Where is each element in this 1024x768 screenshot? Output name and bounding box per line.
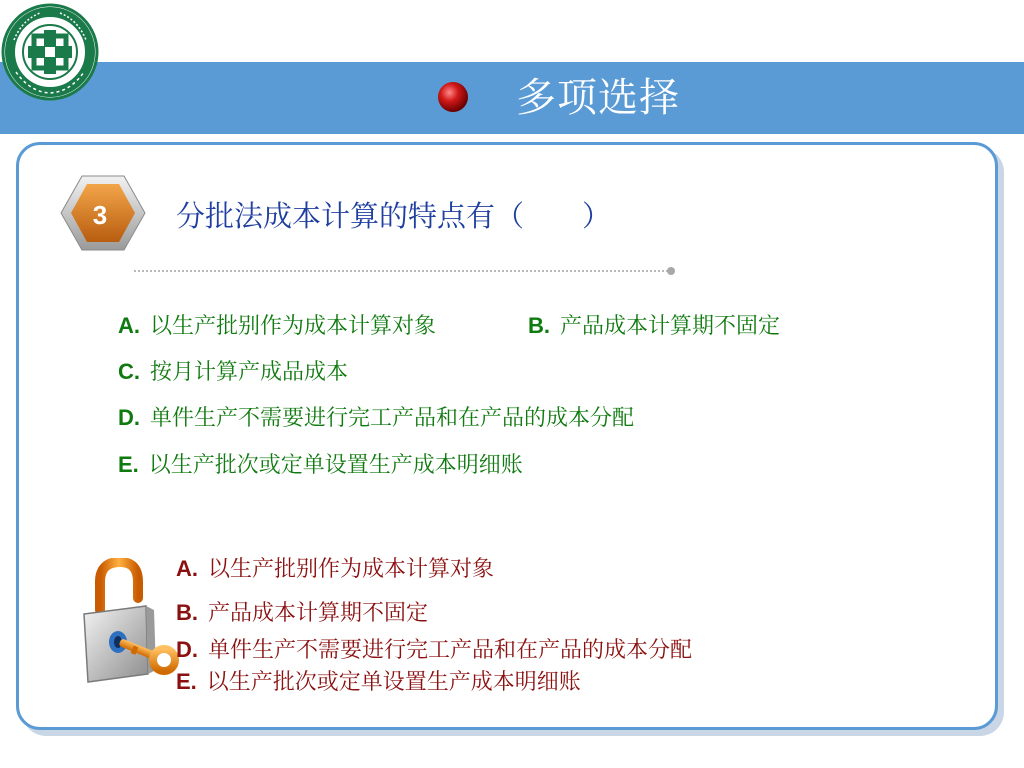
option-e bbox=[118, 450, 523, 481]
option-text: 以生产批别作为成本计算对象 bbox=[150, 314, 437, 339]
page-title: 多项选择 bbox=[516, 75, 680, 121]
answer-letter: B. bbox=[176, 600, 198, 625]
dotted-divider bbox=[132, 266, 677, 276]
question-text: 分批法成本计算的特点有（ ） bbox=[176, 199, 612, 233]
answer-text: 以生产批次或定单设置生产成本明细账 bbox=[206, 670, 581, 695]
answer-letter: A. bbox=[176, 556, 198, 581]
option-text: 单件生产不需要进行完工产品和在产品的成本分配 bbox=[150, 406, 635, 431]
answer-d bbox=[176, 635, 692, 666]
question-number: 3 bbox=[92, 200, 108, 230]
answer-text: 单件生产不需要进行完工产品和在产品的成本分配 bbox=[208, 638, 693, 663]
option-d bbox=[118, 403, 634, 434]
answer-a bbox=[176, 554, 494, 585]
option-text: 按月计算产成品成本 bbox=[150, 360, 349, 385]
option-letter: E. bbox=[118, 452, 139, 477]
option-letter: C. bbox=[118, 359, 140, 384]
option-letter: A. bbox=[118, 313, 140, 338]
option-text: 产品成本计算期不固定 bbox=[560, 314, 781, 339]
question-number-badge bbox=[60, 174, 146, 252]
answer-letter: E. bbox=[176, 669, 197, 694]
title-banner bbox=[0, 62, 1024, 134]
answer-e bbox=[176, 667, 581, 698]
option-letter: B. bbox=[528, 313, 550, 338]
option-letter: D. bbox=[118, 405, 140, 430]
answer-letter: D. bbox=[176, 637, 198, 662]
lock-key-icon bbox=[78, 558, 180, 686]
red-bullet-icon bbox=[437, 81, 469, 113]
option-c bbox=[118, 357, 348, 388]
option-b bbox=[528, 311, 780, 342]
answer-text: 以生产批别作为成本计算对象 bbox=[208, 557, 495, 582]
option-a bbox=[118, 311, 436, 342]
answer-b bbox=[176, 598, 428, 629]
answer-text: 产品成本计算期不固定 bbox=[208, 601, 429, 626]
option-text: 以生产批次或定单设置生产成本明细账 bbox=[148, 453, 523, 478]
school-logo bbox=[0, 0, 102, 114]
